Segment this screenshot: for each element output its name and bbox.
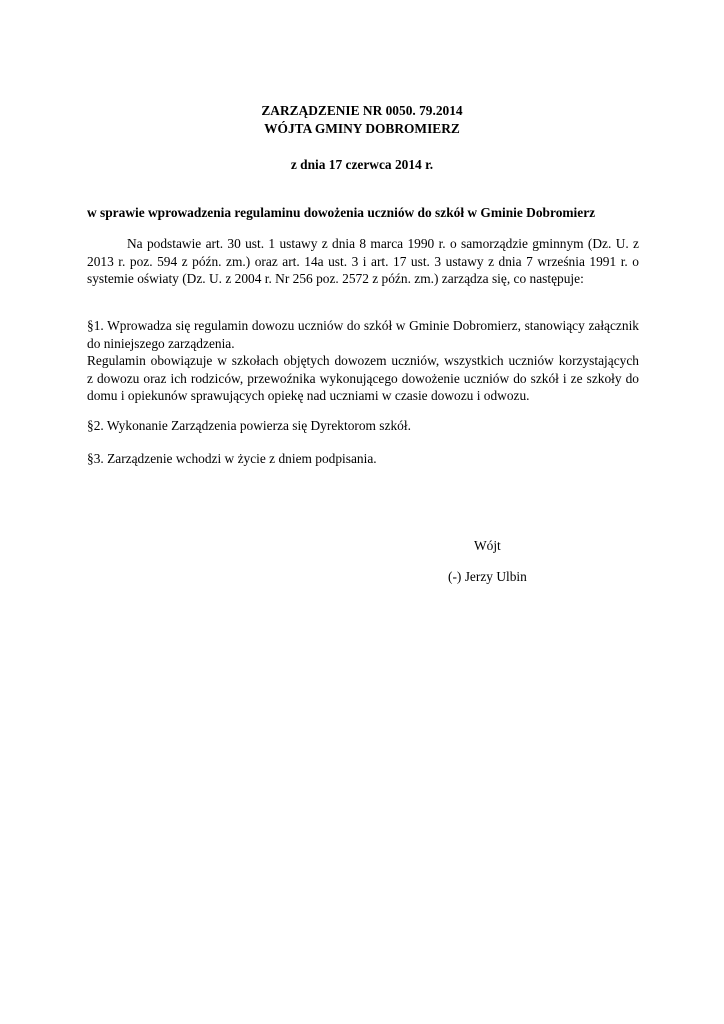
document-subject: w sprawie wprowadzenia regulaminu dowożenia uczniów do szkół w Gminie Dobromierz (87, 205, 596, 220)
document-date: z dnia 17 czerwca 2014 r. (290, 157, 434, 172)
legal-basis-line: Na podstawie art. 30 ust. 1 ustawy z dnia 8 marca 1990 r. o samorządzie gminnym (Dz. U. z (127, 236, 639, 251)
legal-basis-line: systemie oświaty (Dz. U. z 2004 r. Nr 256 poz. 2572 z późn. zm.) zarządza się, co następuje: (87, 271, 584, 286)
legal-basis-line: 2013 r. poz. 594 z późn. zm.) oraz art. 14a ust. 3 i art. 17 ust. 3 ustawy z dnia 7 września 1991 r. o (87, 253, 639, 269)
document-title: ZARZĄDZENIE NR 0050. 79.2014 (261, 103, 463, 118)
document-issuer: WÓJTA GMINY DOBROMIERZ (264, 121, 460, 136)
signature-name: (-) Jerzy Ulbin (448, 569, 527, 584)
section-2-line: §2. Wykonanie Zarządzenia powierza się Dyrektorom szkół. (87, 418, 411, 433)
legal-basis-paragraph (87, 235, 639, 288)
section-3-line: §3. Zarządzenie wchodzi w życie z dniem podpisania. (87, 451, 377, 466)
signature-title: Wójt (474, 538, 501, 553)
section-1-paragraph (87, 317, 639, 405)
section-3-paragraph (87, 450, 639, 468)
section-2-paragraph (87, 417, 639, 435)
section-1-line: Regulamin obowiązuje w szkołach objętych dowozem uczniów, wszystkich uczniów korzystających (87, 353, 639, 368)
section-1-line: domu i opiekunów sprawujących opiekę nad uczniami w czasie dowozu i odwozu. (87, 388, 530, 403)
section-1-line: §1. Wprowadza się regulamin dowozu uczniów do szkół w Gminie Dobromierz, stanowiący załącznik (87, 318, 639, 333)
section-1-line: do niniejszego zarządzenia. (87, 335, 235, 351)
section-1-line: z dowozu oraz ich rodziców, przewoźnika wykonującego dowożenie uczniów do szkół i ze szkoły do (87, 370, 639, 386)
